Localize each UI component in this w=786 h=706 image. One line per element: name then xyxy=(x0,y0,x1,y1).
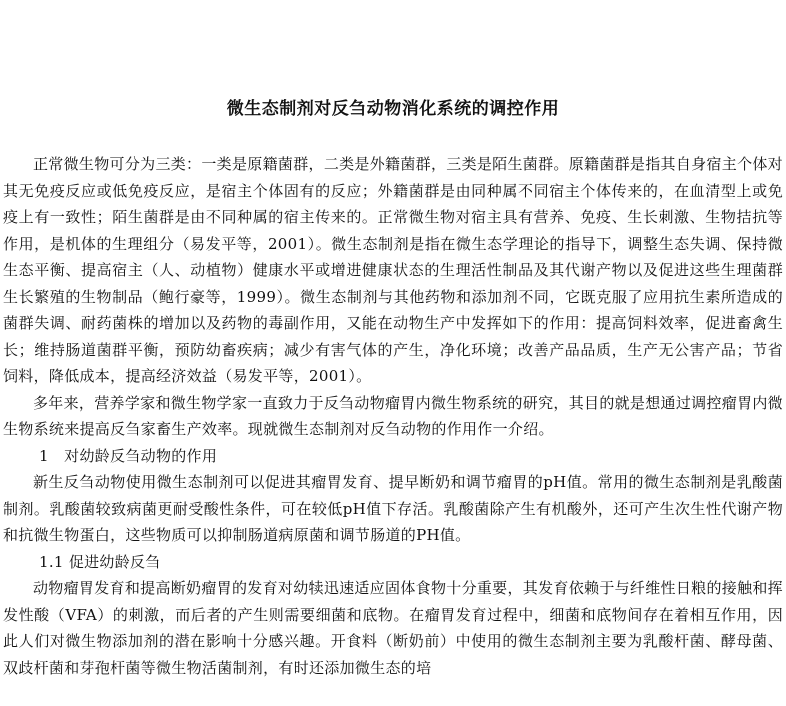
paragraph-intro: 正常微生物可分为三类：一类是原籍菌群，二类是外籍菌群，三类是陌生菌群。原籍菌群是指其自身宿主个体对其无免疫反应或低免疫反应，是宿主个体固有的反应；外籍菌群是由同种属不同宿主个体传来的，在血清型上或免疫上有一致性；陌生菌群是由不同种属的宿主传来的。正常微生物对宿主具有营养、免疫、生长刺激、生物拮抗等作用，是机体的生理组分（易发平等，2001）。微生态制剂是指在微生态学理论的指导下，调整生态失调、保持微生态平衡、提高宿主（人、动植物）健康水平或增进健康状态的生理活性制品及其代谢产物以及促进这些生理菌群生长繁殖的生物制品（鲍行豪等，1999）。微生态制剂与其他药物和添加剂不同，它既克服了应用抗生素所造成的菌群失调、耐药菌株的增加以及药物的毒副作用，又能在动物生产中发挥如下的作用：提高饲料效率，促进畜禽生长；维持肠道菌群平衡，预防幼畜疾病；减少有害气体的产生，净化环境；改善产品品质，生产无公害产品；节省饲料，降低成本，提高经济效益（易发平等，2001）。 xyxy=(3,155,783,385)
section-heading-1-1: 1.1 促进幼龄反刍 xyxy=(39,552,161,571)
paragraph-overview: 多年来，营养学家和微生物学家一直致力于反刍动物瘤胃内微生物系统的研究，其目的就是想通过调控瘤胃内微生物系统来提高反刍家畜生产效率。现就微生态制剂对反刍动物的作用作一介绍。 xyxy=(3,393,783,438)
paragraph-section-1: 新生反刍动物使用微生态制剂可以促进其瘤胃发育、提早断奶和调节瘤胃的pH值。常用的微生态制剂是乳酸菌制剂。乳酸菌较致病菌更耐受酸性条件，可在较低pH值下存活。乳酸菌除产生有机酸外，还可产生次生性代谢产物和抗微生物蛋白，这些物质可以抑制肠道病原菌和调节肠道的PH值。 xyxy=(3,473,783,544)
section-heading-1: 1 对幼龄反刍动物的作用 xyxy=(39,446,218,465)
paragraph-section-1-1: 动物瘤胃发育和提高断奶瘤胃的发育对幼犊迅速适应固体食物十分重要，其发育依赖于与纤维性日粮的接触和挥发性酸（VFA）的刺激，而后者的产生则需要细菌和底物。在瘤胃发育过程中，细菌和底物间存在着相互作用，因此人们对微生物添加剂的潜在影响十分感兴趣。开食料（断奶前）中使用的微生态制剂主要为乳酸杆菌、酵母菌、双歧杆菌和芽孢杆菌等微生物活菌制剂，有时还添加微生态的培 xyxy=(3,579,783,677)
document-body xyxy=(3,151,783,681)
page-title: 微生态制剂对反刍动物消化系统的调控作用 xyxy=(226,99,560,119)
